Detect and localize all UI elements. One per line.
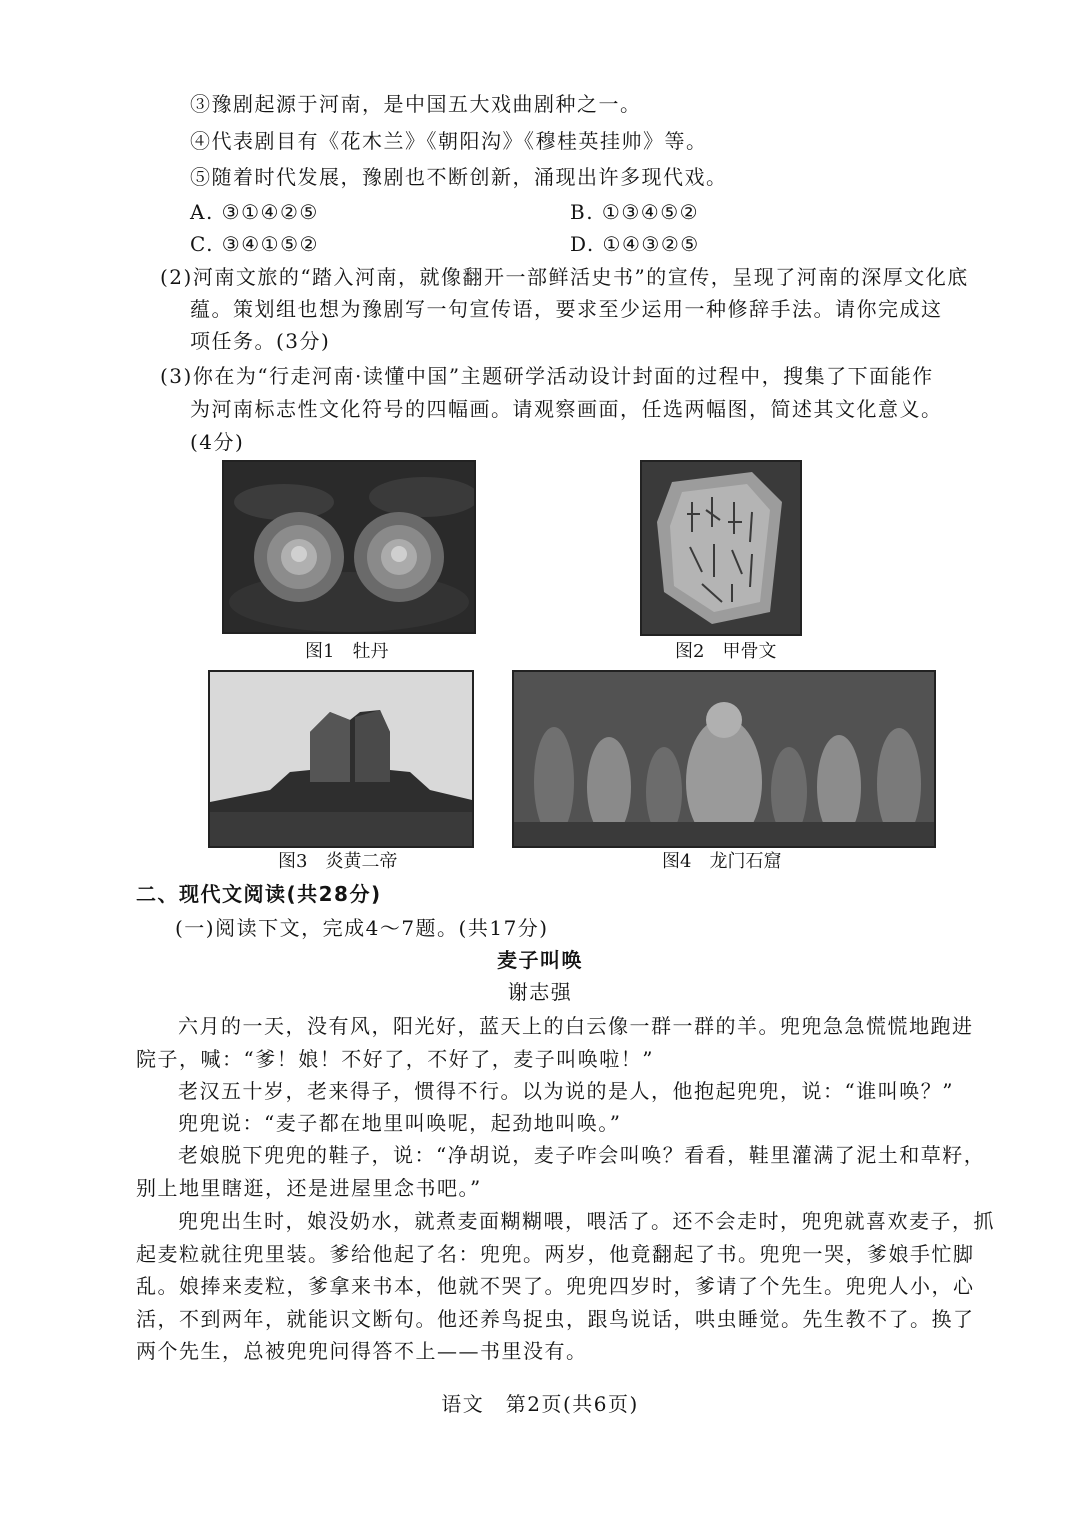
q1-option-d: D. ①④③②⑤ [570, 232, 700, 256]
article-line: 起麦粒就往兜里装。爹给他起了名：兜兜。两岁，他竟翻起了书。兜兜一哭，爹娘手忙脚 [136, 1242, 975, 1266]
article-line: 老汉五十岁，老来得子，惯得不行。以为说的是人，他抱起兜兜，说：“谁叫唤？” [178, 1079, 954, 1103]
article-line: 活，不到两年，就能识文断句。他还养鸟捉虫，跟鸟说话，哄虫睡觉。先生教不了。换了 [136, 1307, 975, 1331]
q1-item-4: ④代表剧目有《花木兰》《朝阳沟》《穆桂英挂帅》等。 [190, 129, 708, 153]
q3-line-2: 为河南标志性文化符号的四幅画。请观察画面，任选两幅图，简述其文化意义。 [190, 397, 943, 421]
longmen-grottoes-image [512, 670, 936, 848]
figure-4-caption: 图4 龙门石窟 [662, 851, 782, 872]
q1-option-a: A. ③①④②⑤ [190, 200, 319, 224]
article-line: 老娘脱下兜兜的鞋子，说：“净胡说，麦子咋会叫唤？看看，鞋里灌满了泥土和草籽， [178, 1143, 986, 1167]
article-line: 别上地里瞎逛，还是进屋里念书吧。” [136, 1176, 482, 1200]
section-instruction: (一)阅读下文，完成4～7题。(共17分) [175, 916, 549, 940]
q2-line-1: (2)河南文旅的“踏入河南，就像翻开一部鲜活史书”的宣传，呈现了河南的深厚文化底 [160, 265, 969, 289]
yan-huang-emperors-image [208, 670, 474, 848]
article-line: 乱。娘捧来麦粒，爹拿来书本，他就不哭了。兜兜四岁时，爹请了个先生。兜兜人小，心 [136, 1274, 975, 1298]
figure-2-caption: 图2 甲骨文 [675, 641, 777, 662]
article-author: 谢志强 [507, 980, 573, 1004]
article-line: 院子，喊：“爹！娘！不好了，不好了，麦子叫唤啦！” [136, 1047, 654, 1071]
page-footer: 语文 第2页(共6页) [441, 1392, 639, 1416]
q3-line-3: (4分) [190, 430, 245, 454]
figure-1-caption: 图1 牡丹 [305, 641, 389, 662]
article-title: 麦子叫唤 [497, 948, 583, 972]
q1-option-b: B. ①③④⑤② [570, 200, 700, 224]
q1-option-c: C. ③④①⑤② [190, 232, 319, 256]
q2-line-3: 项任务。(3分) [190, 329, 331, 353]
oracle-bone-image [640, 460, 802, 636]
article-line: 两个先生，总被兜兜问得答不上——书里没有。 [136, 1339, 588, 1363]
q3-line-1: (3)你在为“行走河南·读懂中国”主题研学活动设计封面的过程中，搜集了下面能作 [160, 364, 934, 388]
q2-line-2: 蕴。策划组也想为豫剧写一句宣传语，要求至少运用一种修辞手法。请你完成这 [190, 297, 943, 321]
peony-image [222, 460, 476, 634]
article-line: 兜兜说：“麦子都在地里叫唤呢，起劲地叫唤。” [178, 1111, 622, 1135]
q1-item-5: ⑤随着时代发展，豫剧也不断创新，涌现出许多现代戏。 [190, 165, 728, 189]
article-line: 兜兜出生时，娘没奶水，就煮麦面糊糊喂，喂活了。还不会走时，兜兜就喜欢麦子，抓 [178, 1209, 995, 1233]
section-heading: 二、现代文阅读(共28分) [136, 882, 382, 906]
article-line: 六月的一天，没有风，阳光好，蓝天上的白云像一群一群的羊。兜兜急急慌慌地跑进 [178, 1014, 974, 1038]
figure-3-caption: 图3 炎黄二帝 [278, 851, 398, 872]
q1-item-3: ③豫剧起源于河南，是中国五大戏曲剧种之一。 [190, 92, 642, 116]
